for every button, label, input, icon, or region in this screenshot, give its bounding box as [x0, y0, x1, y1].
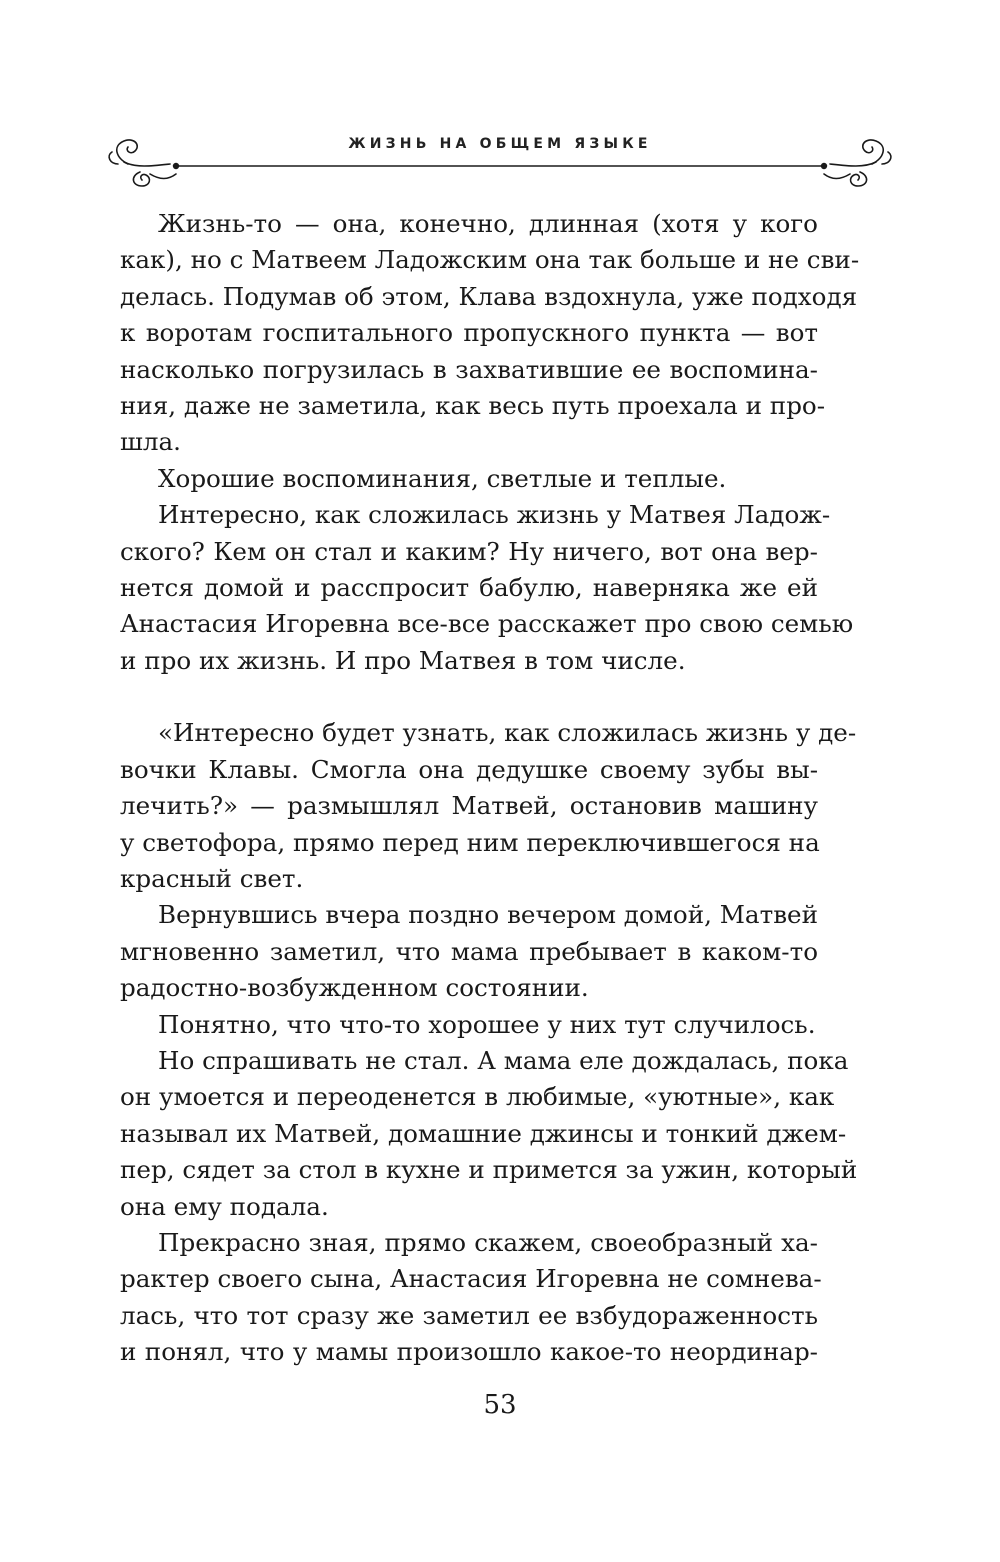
- text-line: как), но с Матвеем Ладожским она так больше и не сви-: [120, 245, 860, 275]
- text-line: лась, что тот сразу же заметил ее взбудораженность: [120, 1300, 818, 1330]
- text-line: делась. Подумав об этом, Клава вздохнула, уже подходя: [120, 281, 858, 311]
- text-line: ского? Кем он стал и каким? Ну ничего, вот она вер-: [120, 536, 818, 566]
- text-line: к воротам госпитального пропускного пункта — вот: [120, 318, 818, 348]
- text-line: «Интересно будет узнать, как сложилась жизнь у де-: [158, 718, 857, 748]
- paragraph: [120, 1043, 858, 1225]
- text-line: он умоется и переоденется в любимые, «уютные», как: [120, 1082, 835, 1112]
- text-line: насколько погрузилась в захватившие ее воспомина-: [120, 354, 818, 384]
- text-line: Понятно, что что-то хорошее у них тут случилось.: [158, 1009, 816, 1039]
- paragraph: [120, 715, 857, 897]
- text-line: Интересно, как сложилась жизнь у Матвея Ладож-: [158, 500, 831, 530]
- body-text: [120, 206, 860, 1371]
- paragraph: [120, 897, 818, 1006]
- page-number: 53: [483, 1390, 517, 1420]
- text-line: Прекрасно зная, прямо скажем, своеобразный ха-: [158, 1227, 818, 1257]
- text-line: Вернувшись вчера поздно вечером домой, Матвей: [158, 900, 818, 930]
- text-line: и понял, что у мамы произошло какое-то неординар-: [120, 1337, 818, 1367]
- text-line: нется домой и расспросит бабулю, наверняка же ей: [120, 573, 818, 603]
- text-line: рактер своего сына, Анастасия Игоревна не сомнева-: [120, 1264, 822, 1294]
- text-line: ния, даже не заметила, как весь путь проехала и про-: [120, 391, 826, 421]
- text-line: мгновенно заметил, что мама пребывает в каком-то: [120, 936, 818, 966]
- section-break: [120, 679, 818, 715]
- text-line: лечить?» — размышлял Матвей, остановив машину: [120, 791, 818, 821]
- paragraph: [120, 1007, 818, 1043]
- running-header: [0, 128, 1000, 198]
- text-line: и про их жизнь. И про Матвея в том числе.: [120, 645, 686, 675]
- text-line: Анастасия Игоревна все-все расскажет про свою семью: [120, 609, 854, 639]
- text-line: Жизнь-то — она, конечно, длинная (хотя у кого: [158, 209, 818, 238]
- text-line: у светофора, прямо перед ним переключившегося на: [120, 827, 820, 857]
- text-line: она ему подала.: [120, 1191, 329, 1221]
- text-line: радостно-возбужденном состоянии.: [120, 973, 589, 1003]
- text-line: Хорошие воспоминания, светлые и теплые.: [158, 463, 727, 493]
- text-line: называл их Матвей, домашние джинсы и тонкий джем-: [120, 1118, 847, 1148]
- text-line: пер, сядет за стол в кухне и примется за ужин, который: [120, 1155, 858, 1185]
- text-line: Но спрашивать не стал. А мама еле дождалась, пока: [158, 1045, 849, 1075]
- paragraph: [120, 461, 818, 497]
- text-line: шла.: [120, 427, 181, 457]
- text-line: красный свет.: [120, 863, 304, 893]
- running-title: ЖИЗНЬ НА ОБЩЕМ ЯЗЫКЕ: [348, 136, 652, 152]
- paragraph: [120, 1225, 822, 1371]
- text-line: вочки Клавы. Смогла она дедушке своему зубы вы-: [120, 754, 818, 784]
- paragraph: [120, 206, 860, 461]
- paragraph: [120, 497, 854, 679]
